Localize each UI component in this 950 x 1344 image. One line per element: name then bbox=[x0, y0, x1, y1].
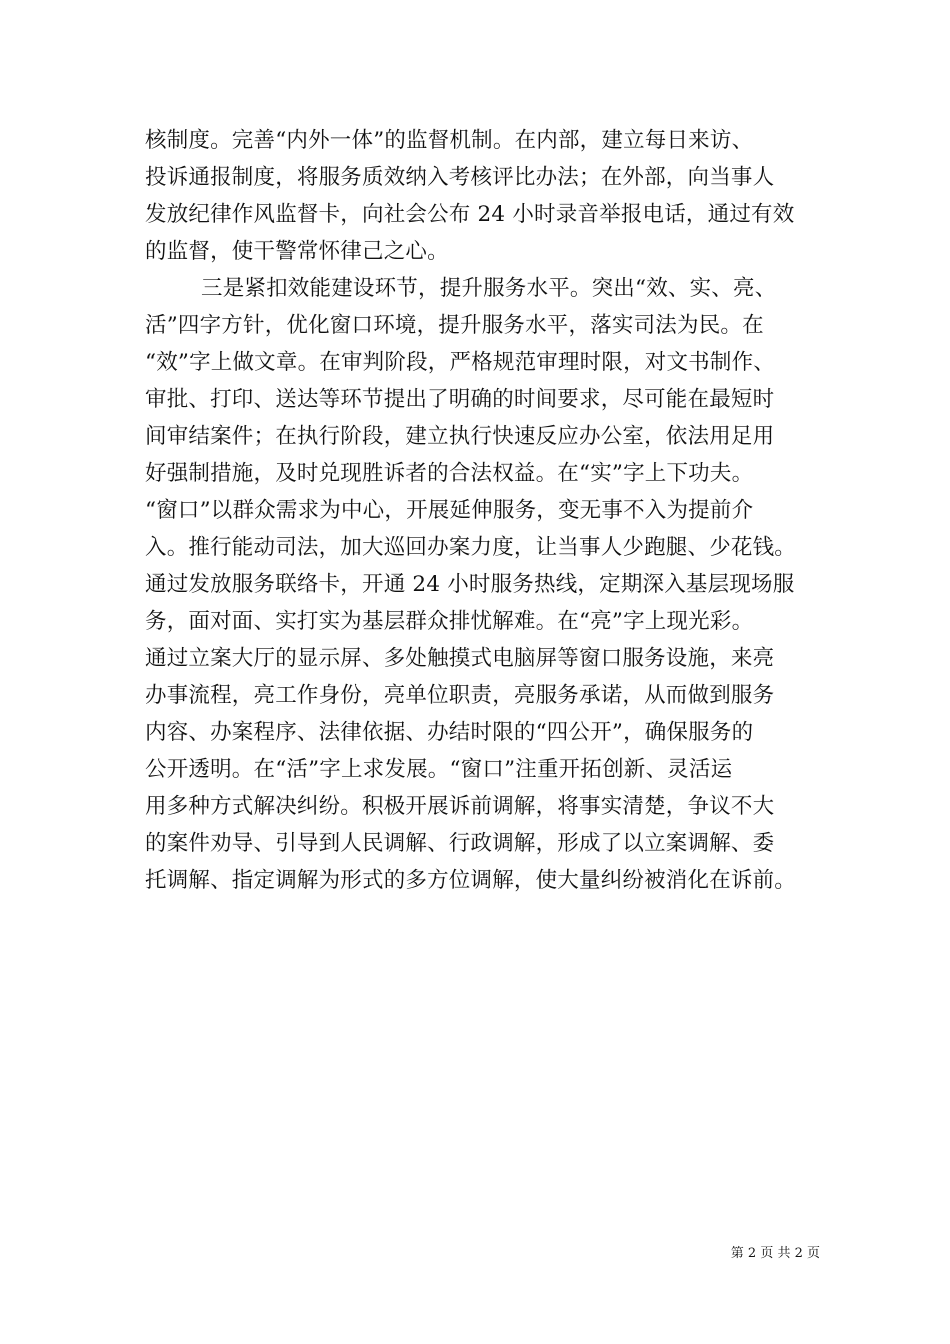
page-number-footer: 第 2 页 共 2 页 bbox=[730, 1246, 820, 1261]
text-line: 公开透明。在“活”字上求发展。“窗口”注重开拓创新、灵活运 bbox=[145, 757, 733, 782]
text-line: 的案件劝导、引导到人民调解、行政调解，形成了以立案调解、委 bbox=[145, 831, 775, 856]
text-line: 投诉通报制度，将服务质效纳入考核评比办法；在外部，向当事人 bbox=[145, 165, 775, 190]
text-line: “窗口”以群众需求为中心，开展延伸服务，变无事不入为提前介 bbox=[145, 498, 754, 523]
text-line: 的监督，使干警常怀律己之心。 bbox=[145, 239, 449, 264]
text-line: 通过立案大厅的显示屏、多处触摸式电脑屏等窗口服务设施，来亮 bbox=[145, 646, 775, 671]
text-line: “效”字上做文章。在审判阶段，严格规范审理时限，对文书制作、 bbox=[145, 350, 775, 375]
text-line: 务，面对面、实打实为基层群众排忧解难。在“亮”字上现光彩。 bbox=[145, 609, 754, 634]
text-line: 托调解、指定调解为形式的多方位调解，使大量纠纷被消化在诉前。 bbox=[145, 868, 797, 893]
text-line: 入。推行能动司法，加大巡回办案力度，让当事人少跑腿、少花钱。 bbox=[145, 535, 797, 560]
text-line: 通过发放服务联络卡，开通 24 小时服务热线，定期深入基层现场服 bbox=[145, 572, 795, 597]
text-line: 间审结案件；在执行阶段，建立执行快速反应办公室，依法用足用 bbox=[145, 424, 775, 449]
text-line: 活”四字方针，优化窗口环境，提升服务水平，落实司法为民。在 bbox=[145, 313, 764, 338]
paragraph-start-line: 三是紧扣效能建设环节，提升服务水平。突出“效、实、亮、 bbox=[201, 276, 777, 301]
text-line: 用多种方式解决纠纷。积极开展诉前调解，将事实清楚，争议不大 bbox=[145, 794, 775, 819]
text-line: 核制度。完善“内外一体”的监督机制。在内部，建立每日来访、 bbox=[145, 128, 754, 153]
text-line: 办事流程，亮工作身份，亮单位职责，亮服务承诺，从而做到服务 bbox=[145, 683, 775, 708]
text-line: 审批、打印、送达等环节提出了明确的时间要求，尽可能在最短时 bbox=[145, 387, 775, 412]
document-body bbox=[145, 122, 815, 899]
text-line: 好强制措施，及时兑现胜诉者的合法权益。在“实”字上下功夫。 bbox=[145, 461, 754, 486]
text-line: 内容、办案程序、法律依据、办结时限的“四公开”，确保服务的 bbox=[145, 720, 754, 745]
text-line: 发放纪律作风监督卡，向社会公布 24 小时录音举报电话，通过有效 bbox=[145, 202, 795, 227]
